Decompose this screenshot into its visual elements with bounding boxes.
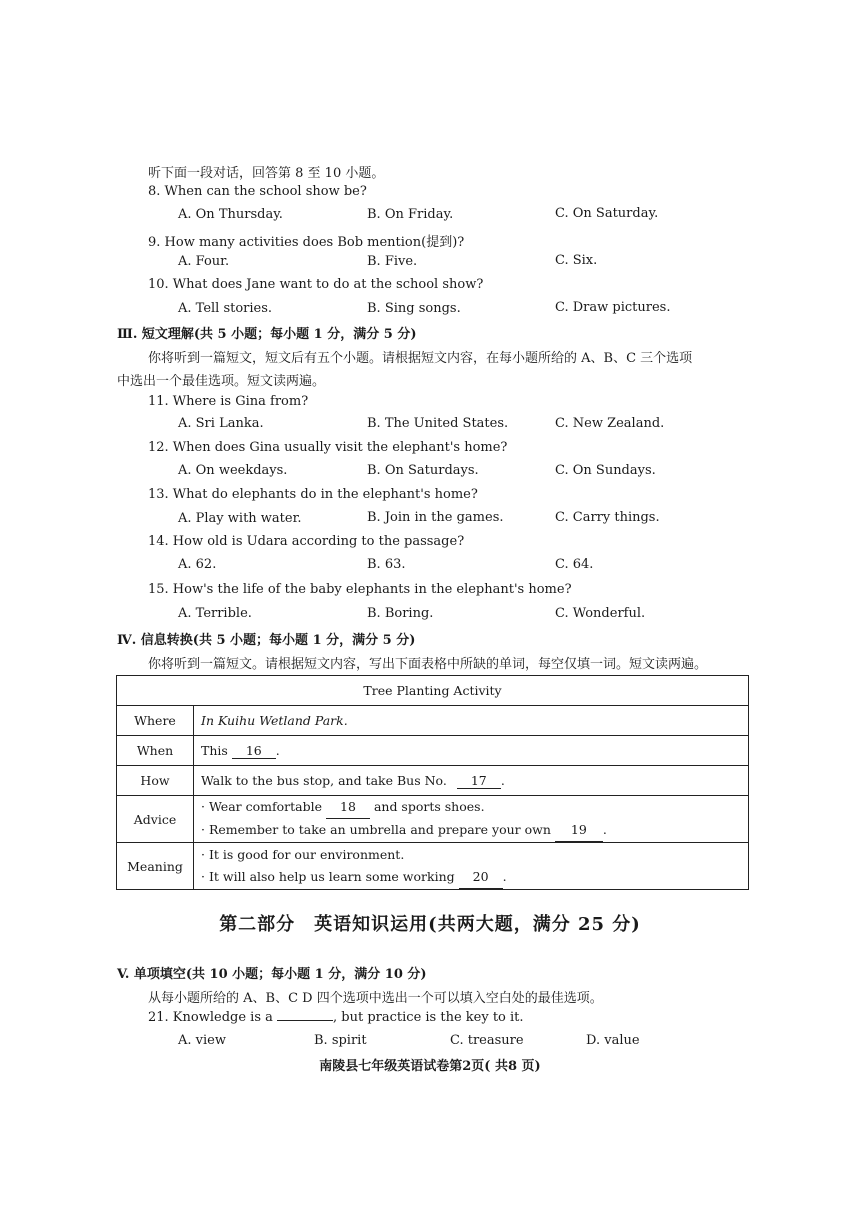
question-11-option-c: C. New Zealand.: [555, 416, 665, 431]
question-11-option-a: A. Sri Lanka.: [178, 416, 264, 431]
question-14-option-a: A. 62.: [178, 557, 217, 572]
question-12-option-b: B. On Saturdays.: [367, 463, 479, 478]
question-8-stem: 8. When can the school show be?: [148, 184, 367, 199]
advice-item-2: · Remember to take an umbrella and prepare your own 19 .: [201, 819, 741, 842]
blank-18[interactable]: 18: [326, 796, 370, 819]
section-5-heading: V. 单项填空(共 10 小题；每小题 1 分，满分 10 分): [117, 967, 427, 982]
meaning-item-1: · It is good for our environment.: [201, 846, 405, 862]
meaning-label: Meaning: [117, 843, 194, 890]
section-5-instruction: 从每小题所给的 A、B、C D 四个选项中选出一个可以填入空白处的最佳选项。: [148, 991, 603, 1006]
when-value: This 16 .: [194, 736, 749, 766]
question-13-option-c: C. Carry things.: [555, 510, 660, 525]
question-9-option-c: C. Six.: [555, 253, 598, 268]
question-9-stem: 9. How many activities does Bob mention(提到)?: [148, 235, 465, 250]
blank-19[interactable]: 19: [555, 819, 603, 842]
bullet-icon: ·: [201, 846, 205, 862]
bullet-icon: ·: [201, 868, 205, 884]
advice-value: [194, 796, 749, 843]
how-label: How: [117, 766, 194, 796]
question-15-option-b: B. Boring.: [367, 606, 434, 621]
question-8-option-a: A. On Thursday.: [178, 207, 283, 222]
question-10-stem: 10. What does Jane want to do at the school show?: [148, 277, 484, 292]
question-21-option-a: A. view: [178, 1033, 226, 1048]
question-21-option-b: B. spirit: [314, 1033, 367, 1048]
page-footer: 南陵县七年级英语试卷第2页( 共8 页): [319, 1059, 541, 1074]
question-12-option-a: A. On weekdays.: [178, 463, 288, 478]
blank-16[interactable]: 16: [232, 743, 276, 759]
question-14-option-b: B. 63.: [367, 557, 406, 572]
question-14-stem: 14. How old is Udara according to the passage?: [148, 534, 465, 549]
blank-20[interactable]: 20: [459, 866, 503, 889]
where-value: In Kuihu Wetland Park.: [194, 706, 749, 736]
question-13-stem: 13. What do elephants do in the elephant's home?: [148, 487, 478, 502]
question-8-option-b: B. On Friday.: [367, 207, 454, 222]
question-15-option-c: C. Wonderful.: [555, 606, 646, 621]
part-2-title: 第二部分 英语知识运用(共两大题，满分 25 分): [219, 914, 641, 935]
how-value: Walk to the bus stop, and take Bus No. 17 .: [194, 766, 749, 796]
where-label: Where: [117, 706, 194, 736]
question-14-option-c: C. 64.: [555, 557, 594, 572]
question-9-option-b: B. Five.: [367, 254, 418, 269]
section-4-heading: Ⅳ. 信息转换(共 5 小题；每小题 1 分，满分 5 分): [117, 633, 416, 648]
question-21-option-c: C. treasure: [450, 1033, 524, 1048]
section-3-instruction-line1: 你将听到一篇短文，短文后有五个小题。请根据短文内容，在每小题所给的 A、B、C 三个选项: [148, 351, 693, 366]
table-title: Tree Planting Activity: [117, 676, 749, 706]
advice-item-1: · Wear comfortable 18 and sports shoes.: [201, 796, 741, 819]
bullet-icon: ·: [201, 822, 205, 837]
advice-label: Advice: [117, 796, 194, 843]
question-21-option-d: D. value: [586, 1033, 640, 1048]
tree-planting-table: [116, 675, 749, 890]
listening-instruction: 听下面一段对话，回答第 8 至 10 小题。: [148, 166, 385, 181]
question-11-stem: 11. Where is Gina from?: [148, 394, 309, 409]
section-3-heading: Ⅲ. 短文理解(共 5 小题；每小题 1 分，满分 5 分): [117, 327, 417, 342]
question-12-option-c: C. On Sundays.: [555, 463, 656, 478]
question-15-stem: 15. How's the life of the baby elephants in the elephant's home?: [148, 582, 572, 597]
question-13-option-b: B. Join in the games.: [367, 510, 504, 525]
meaning-item-2: · It will also help us learn some working 20 .: [201, 866, 741, 889]
question-11-option-b: B. The United States.: [367, 416, 509, 431]
question-12-stem: 12. When does Gina usually visit the elephant's home?: [148, 440, 508, 455]
section-3-instruction-line2: 中选出一个最佳选项。短文读两遍。: [117, 374, 326, 389]
question-21-blank[interactable]: [277, 1020, 333, 1021]
question-15-option-a: A. Terrible.: [178, 606, 252, 621]
meaning-value: [194, 843, 749, 890]
question-13-option-a: A. Play with water.: [178, 511, 302, 526]
bullet-icon: ·: [201, 799, 205, 814]
when-label: When: [117, 736, 194, 766]
question-8-option-c: C. On Saturday.: [555, 206, 659, 221]
section-4-instruction: 你将听到一篇短文。请根据短文内容，写出下面表格中所缺的单词，每空仅填一词。短文读两遍。: [148, 657, 708, 672]
question-10-option-a: A. Tell stories.: [178, 301, 273, 316]
question-9-option-a: A. Four.: [178, 254, 230, 269]
question-10-option-b: B. Sing songs.: [367, 301, 461, 316]
blank-17[interactable]: 17: [457, 773, 501, 789]
question-10-option-c: C. Draw pictures.: [555, 300, 671, 315]
question-21-stem: 21. Knowledge is a , but practice is the key to it.: [148, 1010, 524, 1025]
